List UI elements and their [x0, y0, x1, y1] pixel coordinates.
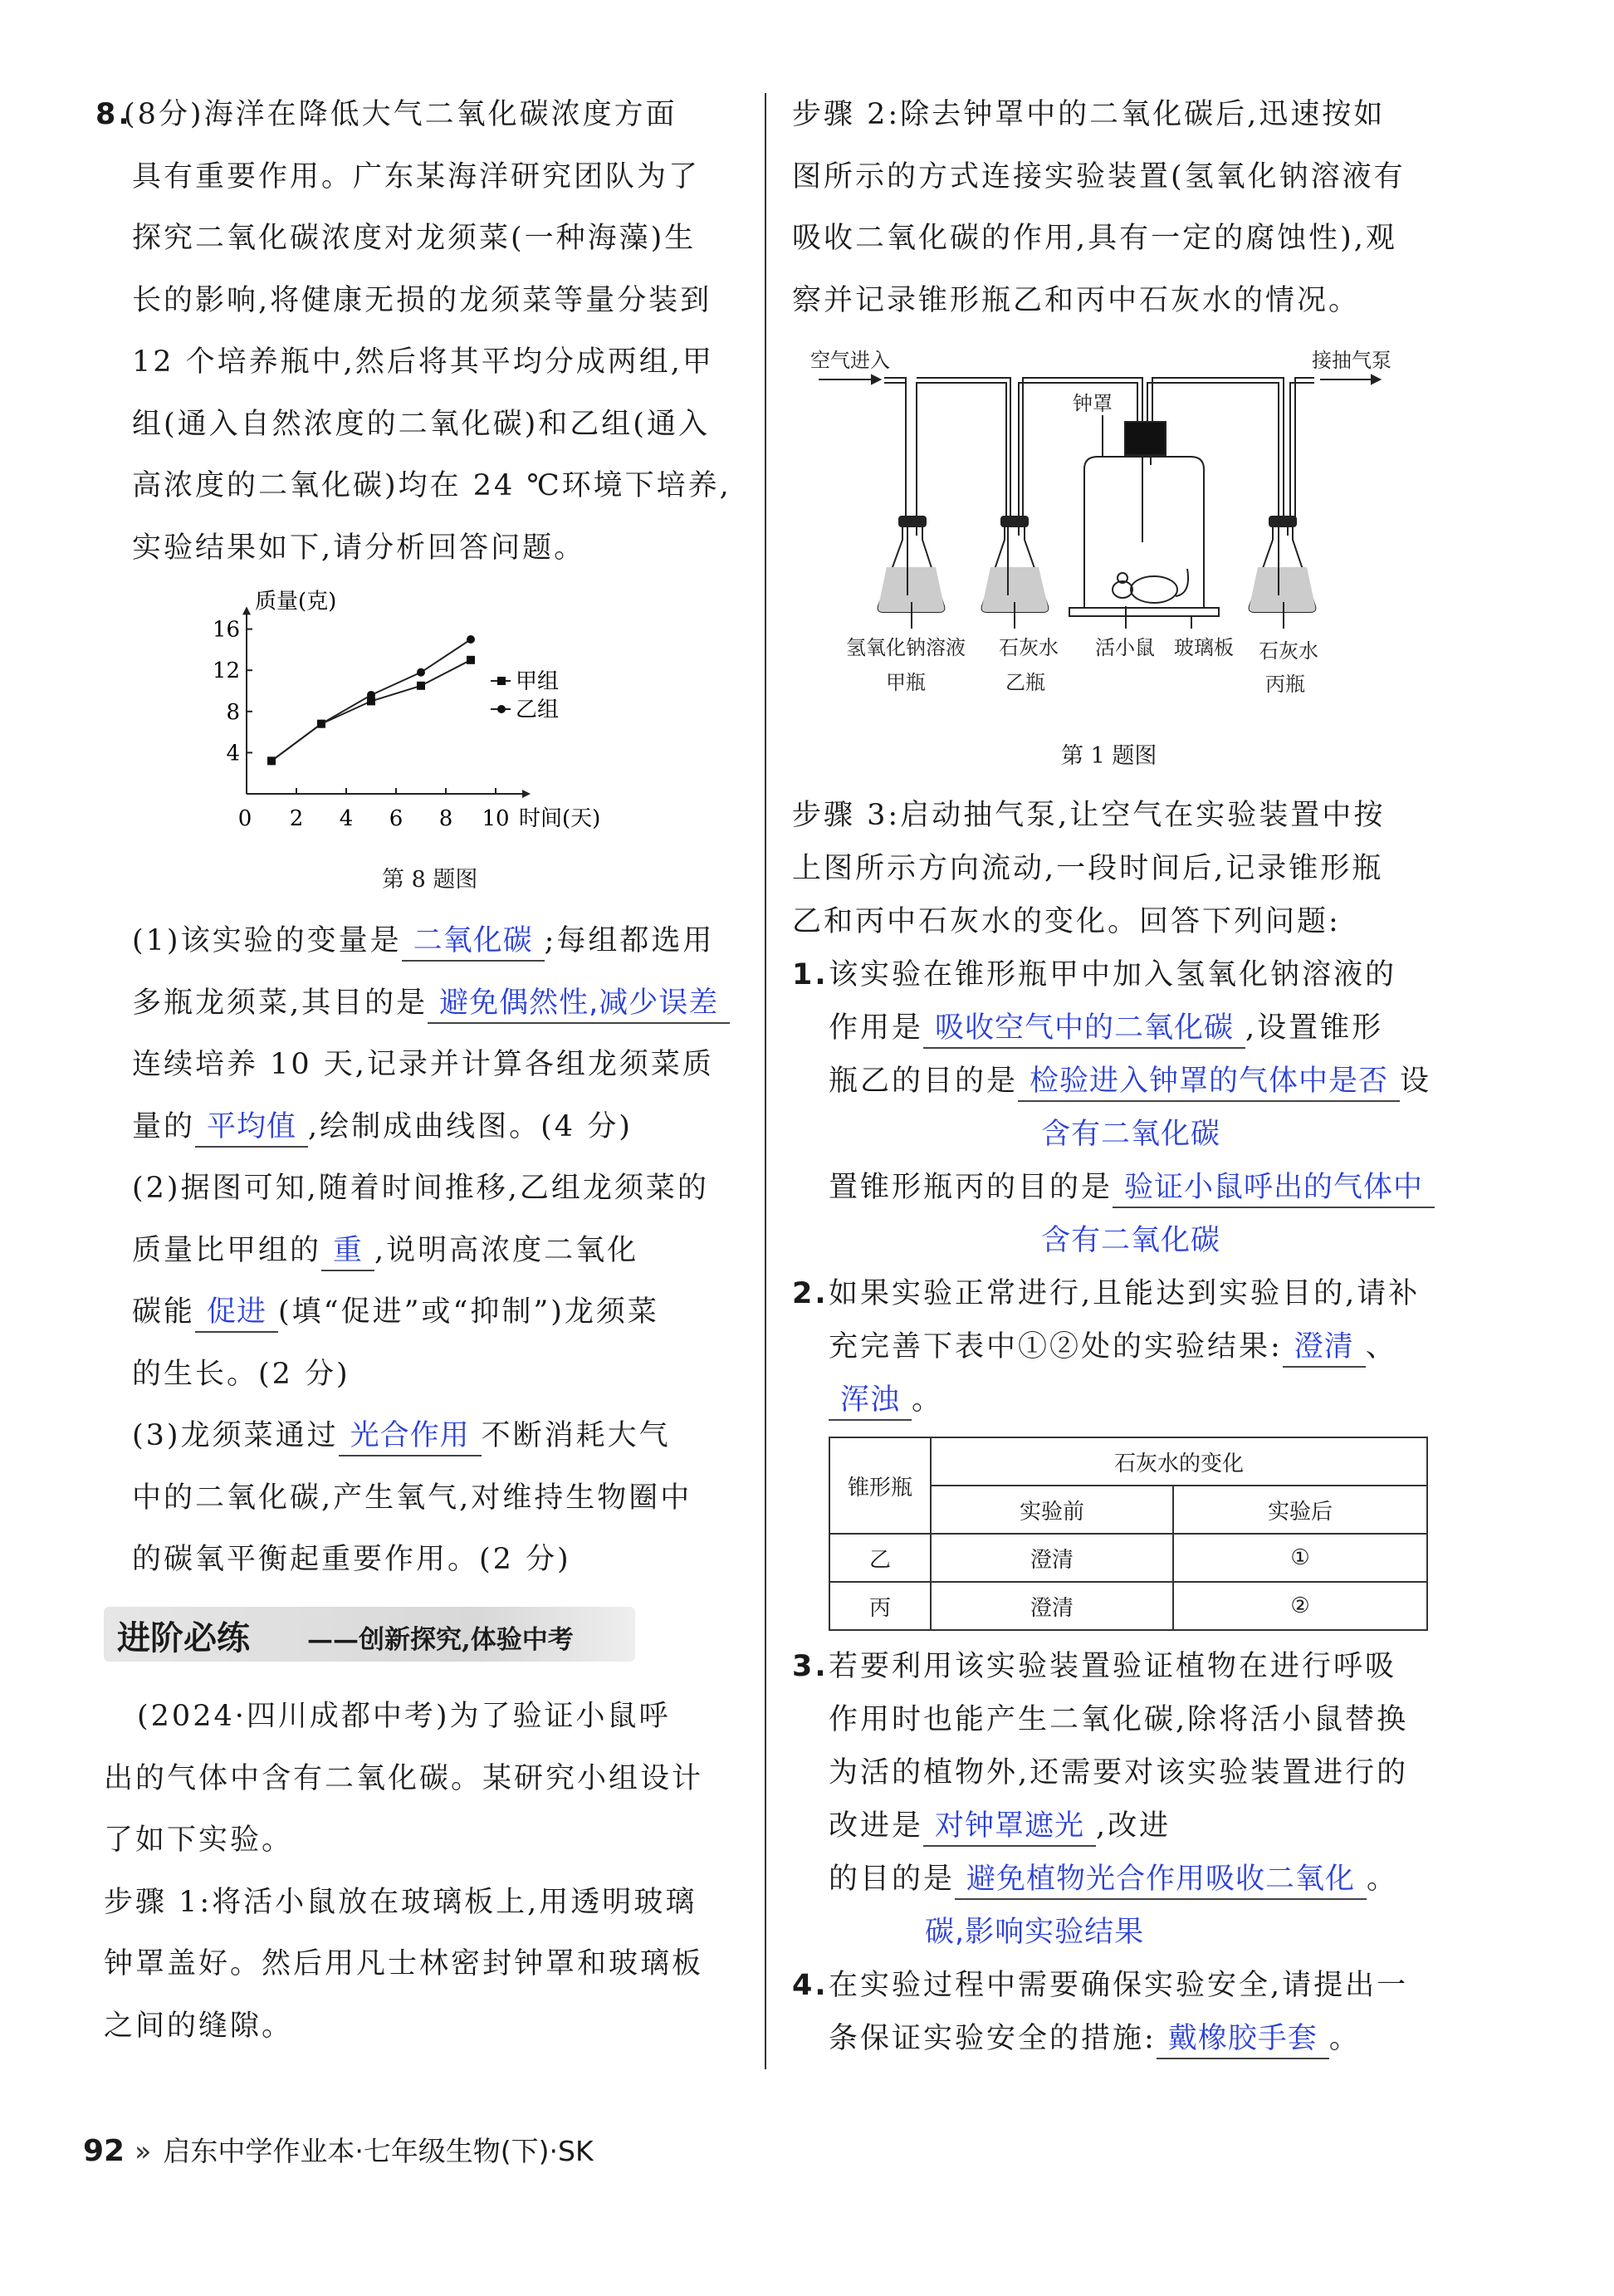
handwritten-answer: 光合作用	[339, 1417, 482, 1456]
data-point	[267, 756, 276, 765]
text-line	[104, 1748, 703, 1810]
text-line	[95, 84, 731, 146]
step-3-and-questions	[792, 789, 1435, 1427]
text-line	[132, 1281, 730, 1344]
text-line	[132, 1405, 730, 1467]
text: 量的	[132, 1109, 196, 1143]
text-line	[792, 270, 1406, 332]
glass-plate	[1069, 608, 1219, 616]
table-cell: 澄清	[931, 1582, 1173, 1630]
table-cell: 澄清	[931, 1534, 1173, 1582]
x-tick-label: 0	[237, 806, 252, 831]
table-cell: ②	[1173, 1582, 1427, 1630]
question-number: 4.	[792, 1969, 829, 2002]
text: ,设置锥形	[1245, 1011, 1384, 1045]
text: 不断消耗大气	[481, 1419, 671, 1452]
text-line	[792, 895, 1435, 948]
answer-continuation: 碳,影响实验结果	[925, 1916, 1145, 1949]
text: 设	[1400, 1065, 1432, 1098]
text-line	[792, 1746, 1408, 1799]
text-line	[792, 1320, 1435, 1373]
handwritten-answer: 二氧化碳	[402, 922, 545, 962]
text: 实验结果如下,请分析回答问题。	[132, 531, 586, 565]
text-line	[95, 455, 731, 517]
text: (1)该实验的变量是	[132, 924, 402, 957]
table-header-group: 石灰水的变化	[931, 1437, 1427, 1486]
glass-plate-label: 玻璃板	[1174, 636, 1234, 659]
x-tick-label: 2	[289, 806, 304, 831]
text: (8分)海洋在降低大气二氧化碳浓度方面	[124, 98, 677, 131]
x-tick-label: 10	[482, 806, 510, 831]
y-tick-label: 16	[212, 617, 240, 643]
text: 在实验过程中需要确保实验安全,请提出一	[829, 1969, 1409, 2002]
table-row	[829, 1582, 1427, 1630]
air-in-label: 空气进入	[810, 349, 890, 372]
text-line	[104, 1933, 703, 1995]
text: 连续培养 10 天,记录并计算各组龙须菜质	[132, 1048, 714, 1081]
handwritten-answer: 对钟罩遮光	[923, 1807, 1096, 1847]
text: (2)据图可知,随着时间推移,乙组龙须菜的	[132, 1172, 709, 1205]
text-line	[95, 331, 731, 394]
limewater-c-label: 石灰水	[1259, 639, 1318, 663]
text-line	[792, 1001, 1435, 1055]
tube-in	[884, 378, 906, 516]
text: 。	[1328, 2022, 1361, 2055]
text: 的目的是	[829, 1863, 956, 1896]
handwritten-answer: 澄清	[1283, 1328, 1366, 1368]
text: 多瓶龙须菜,其目的是	[132, 986, 428, 1020]
text-line	[132, 910, 730, 972]
text-line	[132, 1220, 730, 1282]
question-number: 8.	[95, 98, 132, 131]
y-tick-label: 4	[226, 741, 240, 766]
text: 组(通入自然浓度的二氧化碳)和乙组(通入	[132, 407, 710, 441]
x-tick-label: 6	[389, 806, 404, 831]
text-line	[95, 208, 731, 270]
text-line	[132, 1034, 730, 1096]
answer-continuation: 含有二氧化碳	[1041, 1224, 1221, 1257]
step-2-text	[792, 84, 1406, 331]
text: 上图所示方向流动,一段时间后,记录锥形瓶	[792, 852, 1384, 885]
handwritten-answer: 吸收空气中的二氧化碳	[923, 1009, 1245, 1049]
mass-line-chart	[166, 573, 697, 839]
text: ,绘制成曲线图。(4 分)	[308, 1109, 633, 1143]
table-cell: 乙	[829, 1534, 931, 1582]
text-line	[792, 1906, 1408, 1959]
text-line	[792, 1959, 1408, 2012]
text-line	[104, 1809, 703, 1872]
handwritten-answer: 检验进入钟罩的气体中是否	[1018, 1062, 1400, 1102]
data-point	[367, 691, 375, 699]
flask-a	[878, 516, 945, 612]
text-line	[792, 1373, 1435, 1427]
pump-label: 接抽气泵	[1312, 349, 1391, 372]
handwritten-answer: 重	[321, 1231, 374, 1271]
text-line	[104, 1872, 703, 1934]
text: 作用时也能产生二氧化碳,除将活小鼠替换	[829, 1703, 1409, 1736]
question-item	[792, 1640, 1408, 1959]
text: 之间的缝隙。	[104, 2009, 294, 2043]
text: 改进是	[829, 1809, 924, 1843]
text-line	[95, 270, 731, 332]
y-tick-label: 12	[212, 658, 240, 684]
chevron-icon: »	[134, 2135, 152, 2167]
text: 步骤 3:启动抽气泵,让空气在实验装置中按	[792, 799, 1386, 832]
text-line	[132, 1529, 730, 1591]
table-header-before: 实验前	[931, 1486, 1173, 1534]
text-line	[792, 1693, 1408, 1746]
text: (填“促进”或“抑制”)龙须菜	[278, 1295, 659, 1329]
text-line	[95, 146, 731, 208]
text-line	[132, 972, 730, 1035]
jar-stopper	[1125, 422, 1166, 455]
text-line	[792, 1055, 1435, 1108]
text: (3)龙须菜通过	[132, 1419, 339, 1452]
text: 碳能	[132, 1295, 196, 1329]
question-number: 2.	[792, 1277, 829, 1310]
text: 作用是	[829, 1011, 924, 1045]
text-line	[792, 842, 1435, 895]
text: 吸收二氧化碳的作用,具有一定的腐蚀性),观	[792, 222, 1397, 255]
mouse-icon	[1113, 569, 1188, 603]
text: 高浓度的二氧化碳)均在 24 ℃环境下培养,	[132, 469, 731, 502]
y-axis-arrow	[242, 606, 251, 614]
legend-marker	[497, 677, 506, 685]
text: (2024·四川成都中考)为了验证小鼠呼	[137, 1700, 671, 1733]
naoh-label: 氢氧化钠溶液	[846, 636, 966, 659]
text-line	[104, 1995, 703, 2058]
text-line	[792, 1108, 1435, 1161]
text-line	[792, 1214, 1435, 1267]
text: 瓶乙的目的是	[829, 1065, 1019, 1098]
question-8-intro	[95, 84, 731, 579]
text: 的生长。(2 分)	[132, 1357, 350, 1391]
text-line	[792, 1853, 1408, 1906]
data-point	[317, 720, 325, 728]
air-in-arrowhead	[872, 375, 880, 384]
text: 乙和丙中石灰水的变化。回答下列问题:	[792, 905, 1341, 938]
text: 质量比甲组的	[132, 1233, 322, 1267]
x-tick-label: 8	[438, 806, 453, 831]
question-item	[792, 1959, 1408, 2065]
flask-a-label: 甲瓶	[886, 671, 926, 694]
text-line	[132, 1096, 730, 1158]
text-line	[792, 948, 1435, 1001]
text: 。	[1367, 1863, 1399, 1896]
pump-arrowhead	[1372, 375, 1380, 384]
text-line	[792, 1161, 1435, 1214]
text: 置锥形瓶丙的目的是	[829, 1171, 1113, 1204]
text-line	[792, 789, 1435, 842]
y-axis-label: 质量(克)	[255, 589, 337, 614]
text: 的碳氧平衡起重要作用。(2 分)	[132, 1543, 571, 1576]
legend-label: 乙组	[516, 698, 560, 722]
text: 该实验在锥形瓶甲中加入氢氧化钠溶液的	[829, 958, 1397, 991]
bell-jar	[1084, 457, 1204, 608]
text: ,说明高浓度二氧化	[374, 1233, 639, 1267]
flask-b-label: 乙瓶	[1005, 671, 1045, 694]
handwritten-answer: 促进	[195, 1293, 278, 1333]
text: 如果实验正常进行,且能达到实验目的,请补	[829, 1277, 1421, 1310]
banner-subtitle: ——创新探究,体验中考	[307, 1625, 574, 1655]
tube-out	[1290, 378, 1314, 516]
text-line	[132, 1344, 730, 1406]
text: 具有重要作用。广东某海洋研究团队为了	[132, 159, 701, 193]
flask-c-label: 丙瓶	[1265, 673, 1305, 696]
handwritten-answer: 戴橡胶手套	[1157, 2019, 1329, 2059]
book-title: 启东中学作业本·七年级生物(下)·SK	[163, 2135, 594, 2167]
legend-label: 甲组	[516, 669, 560, 694]
question-number: 1.	[792, 958, 829, 991]
text: 若要利用该实验装置验证植物在进行呼吸	[829, 1650, 1397, 1683]
table-cell: 丙	[829, 1582, 931, 1630]
column-divider	[765, 93, 766, 2069]
questions-3-4	[792, 1640, 1408, 2065]
text: 钟罩盖好。然后用凡士林密封钟罩和玻璃板	[104, 1947, 704, 1980]
limewater-results-table	[829, 1437, 1428, 1631]
experiment-apparatus-diagram	[789, 332, 1453, 747]
flask-c	[1250, 516, 1316, 612]
table-row	[829, 1534, 1427, 1582]
text: 长的影响,将健康无损的龙须菜等量分装到	[132, 283, 712, 317]
figure-1-caption: 第 1 题图	[1061, 743, 1157, 769]
text-line	[104, 1686, 703, 1748]
handwritten-answer: 验证小鼠呼出的气体中	[1113, 1168, 1435, 1208]
text-line	[95, 517, 731, 580]
table-header-flask: 锥形瓶	[829, 1437, 931, 1534]
x-axis-label: 时间(天)	[519, 806, 601, 831]
limewater-b-label: 石灰水	[999, 636, 1059, 659]
tube-jar-c	[1147, 378, 1284, 516]
handwritten-answer: 浑浊	[829, 1381, 912, 1421]
question-item	[792, 948, 1435, 1267]
tube-a-b	[917, 378, 1010, 516]
data-point	[467, 635, 475, 644]
text: 。	[912, 1383, 944, 1417]
data-point	[417, 682, 425, 690]
handwritten-answer: 避免植物光合作用吸收二氧化	[955, 1860, 1367, 1900]
y-tick-label: 8	[226, 699, 240, 725]
text-line	[132, 1467, 730, 1530]
text: 了如下实验。	[104, 1824, 294, 1857]
bell-jar-label: 钟罩	[1073, 392, 1113, 415]
text-line	[95, 394, 731, 456]
text: 探究二氧化碳浓度对龙须菜(一种海藻)生	[132, 222, 697, 255]
x-axis-arrow	[522, 790, 531, 798]
question-8-subquestions	[132, 910, 730, 1591]
text-line	[132, 1158, 730, 1220]
text: ;每组都选用	[544, 924, 715, 957]
table-header-after: 实验后	[1173, 1486, 1427, 1534]
experiment-intro	[104, 1686, 703, 2057]
text-line	[792, 2012, 1408, 2065]
text-line	[792, 1799, 1408, 1853]
text: 中的二氧化碳,产生氧气,对维持生物圈中	[132, 1481, 692, 1515]
handwritten-answer: 避免偶然性,减少误差	[428, 984, 730, 1024]
text: 出的气体中含有二氧化碳。某研究小组设计	[104, 1761, 704, 1795]
text: 为活的植物外,还需要对该实验装置进行的	[829, 1756, 1409, 1789]
text: 12 个培养瓶中,然后将其平均分成两组,甲	[132, 345, 714, 379]
handwritten-answer: 平均值	[195, 1108, 308, 1148]
text-line	[792, 208, 1406, 270]
text-line	[792, 1267, 1435, 1320]
text-line	[792, 84, 1406, 146]
text: 步骤 1:将活小鼠放在玻璃板上,用透明玻璃	[104, 1885, 697, 1919]
mouse-label: 活小鼠	[1095, 636, 1155, 659]
question-item	[792, 1267, 1435, 1427]
text: 条保证实验安全的措施:	[829, 2022, 1157, 2055]
flask-b	[982, 516, 1049, 612]
table-cell: ①	[1173, 1534, 1427, 1582]
data-point	[467, 656, 475, 664]
text: 察并记录锥形瓶乙和丙中石灰水的情况。	[792, 283, 1361, 317]
x-tick-label: 4	[339, 806, 354, 831]
text: 充完善下表中①②处的实验结果:	[829, 1330, 1283, 1363]
figure-8-caption: 第 8 题图	[382, 867, 478, 893]
text: 图所示的方式连接实验装置(氢氧化钠溶液有	[792, 159, 1406, 193]
text: 步骤 2:除去钟罩中的二氧化碳后,迅速按如	[792, 98, 1386, 131]
text: 、	[1365, 1330, 1397, 1363]
series-line-0	[271, 660, 471, 761]
text-line	[792, 146, 1406, 208]
text-line	[792, 1640, 1408, 1693]
data-point	[417, 668, 425, 677]
banner-title: 进阶必练	[117, 1619, 250, 1657]
page-number: 92	[83, 2134, 125, 2168]
section-banner	[104, 1607, 635, 1662]
legend-marker	[497, 705, 506, 713]
answer-continuation: 含有二氧化碳	[1041, 1118, 1221, 1151]
question-number: 3.	[792, 1650, 829, 1683]
page-footer	[83, 2130, 594, 2169]
text: ,改进	[1096, 1809, 1171, 1843]
